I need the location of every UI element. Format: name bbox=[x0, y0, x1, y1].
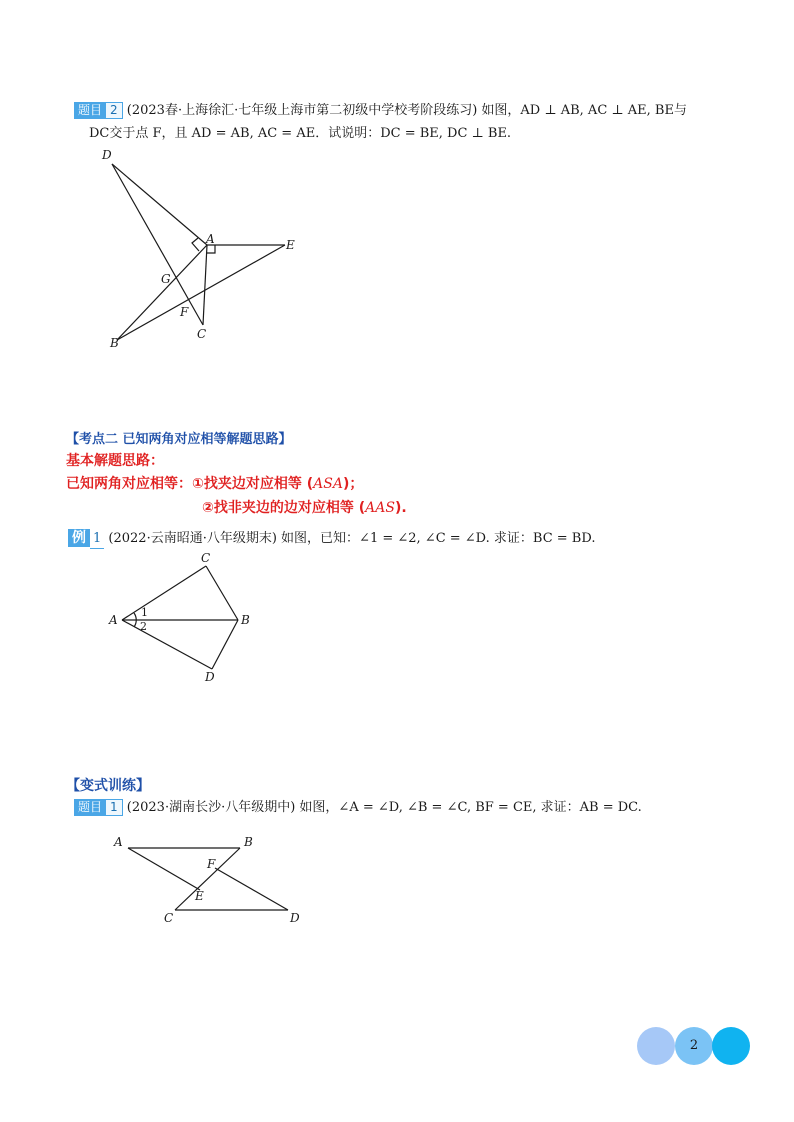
label-f: F bbox=[180, 305, 189, 319]
problem-2-text: (2023·湖南长沙·八年级期中) 如图，∠A = ∠D, ∠B = ∠C, BF = CE, 求证：AB = DC. bbox=[126, 800, 642, 815]
label-a: A bbox=[114, 835, 123, 849]
problem-tag: 题目 2 bbox=[74, 102, 123, 119]
page-circle-right bbox=[712, 1027, 750, 1065]
segment-fd bbox=[215, 868, 288, 910]
label-g: G bbox=[161, 272, 171, 286]
segment-be bbox=[117, 245, 285, 340]
example-1 bbox=[68, 529, 595, 549]
segment-db bbox=[212, 620, 238, 669]
section-heading: 【考点二 已知两角对应相等解题思路】 bbox=[66, 432, 292, 447]
segment-db bbox=[112, 164, 207, 245]
label-f: F bbox=[207, 857, 216, 871]
example-label: 例 bbox=[68, 529, 90, 547]
segment-af bbox=[128, 848, 200, 890]
problem-tag: 题目 1 bbox=[74, 799, 123, 816]
method-line-2: ②找非夹边的边对应相等 (AAS). bbox=[202, 500, 407, 516]
variant-heading: 【变式训练】 bbox=[66, 778, 150, 794]
figure-3 bbox=[108, 832, 308, 932]
label-b: B bbox=[244, 835, 253, 849]
label-e: E bbox=[286, 238, 295, 252]
label-angle-2: 2 bbox=[140, 620, 147, 633]
figure-2 bbox=[105, 548, 265, 688]
problem-1-text-1: (2023春·上海徐汇·七年级上海市第二初级中学校考阶段练习) 如图，AD ⊥ AB, AC ⊥ AE, BE与 bbox=[126, 103, 687, 118]
label-b: B bbox=[241, 613, 250, 627]
label-d: D bbox=[102, 148, 112, 162]
segment-cb bbox=[206, 566, 238, 620]
label-a: A bbox=[206, 232, 215, 246]
problem-2-line bbox=[74, 798, 642, 818]
segment-ac bbox=[122, 566, 206, 620]
basic-idea: 基本解题思路： bbox=[66, 453, 164, 469]
label-e: E bbox=[195, 889, 204, 903]
method-line-1: 已知两角对应相等：①找夹边对应相等 (ASA)； bbox=[66, 476, 364, 492]
segment-dc bbox=[112, 164, 203, 325]
example-1-text: (2022·云南昭通·八年级期末) 如图，已知：∠1 = ∠2, ∠C = ∠D. 求证：BC = BD. bbox=[108, 531, 596, 546]
label-a: A bbox=[109, 613, 118, 627]
page-number: 2 bbox=[689, 1038, 699, 1053]
page-circle-left bbox=[637, 1027, 675, 1065]
figure-1 bbox=[95, 140, 315, 355]
segment-ab bbox=[117, 245, 207, 340]
page-circle-middle bbox=[675, 1027, 713, 1065]
problem-1-text-2: DC交于点 F，且 AD = AB, AC = AE．试说明：DC = BE, DC ⊥ BE. bbox=[89, 126, 512, 141]
label-angle-1: 1 bbox=[141, 606, 148, 619]
label-d: D bbox=[205, 670, 215, 684]
right-angle-mark-1 bbox=[192, 238, 199, 251]
example-num: 1 bbox=[90, 530, 104, 549]
label-b: B bbox=[110, 336, 119, 350]
label-c: C bbox=[164, 911, 174, 925]
problem-1-line-1 bbox=[74, 101, 687, 121]
label-c: C bbox=[197, 327, 207, 341]
right-angle-mark-2 bbox=[207, 245, 215, 253]
segment-ac bbox=[203, 245, 207, 325]
label-c: C bbox=[201, 551, 211, 565]
label-d: D bbox=[290, 911, 300, 925]
segment-ad bbox=[122, 620, 212, 669]
